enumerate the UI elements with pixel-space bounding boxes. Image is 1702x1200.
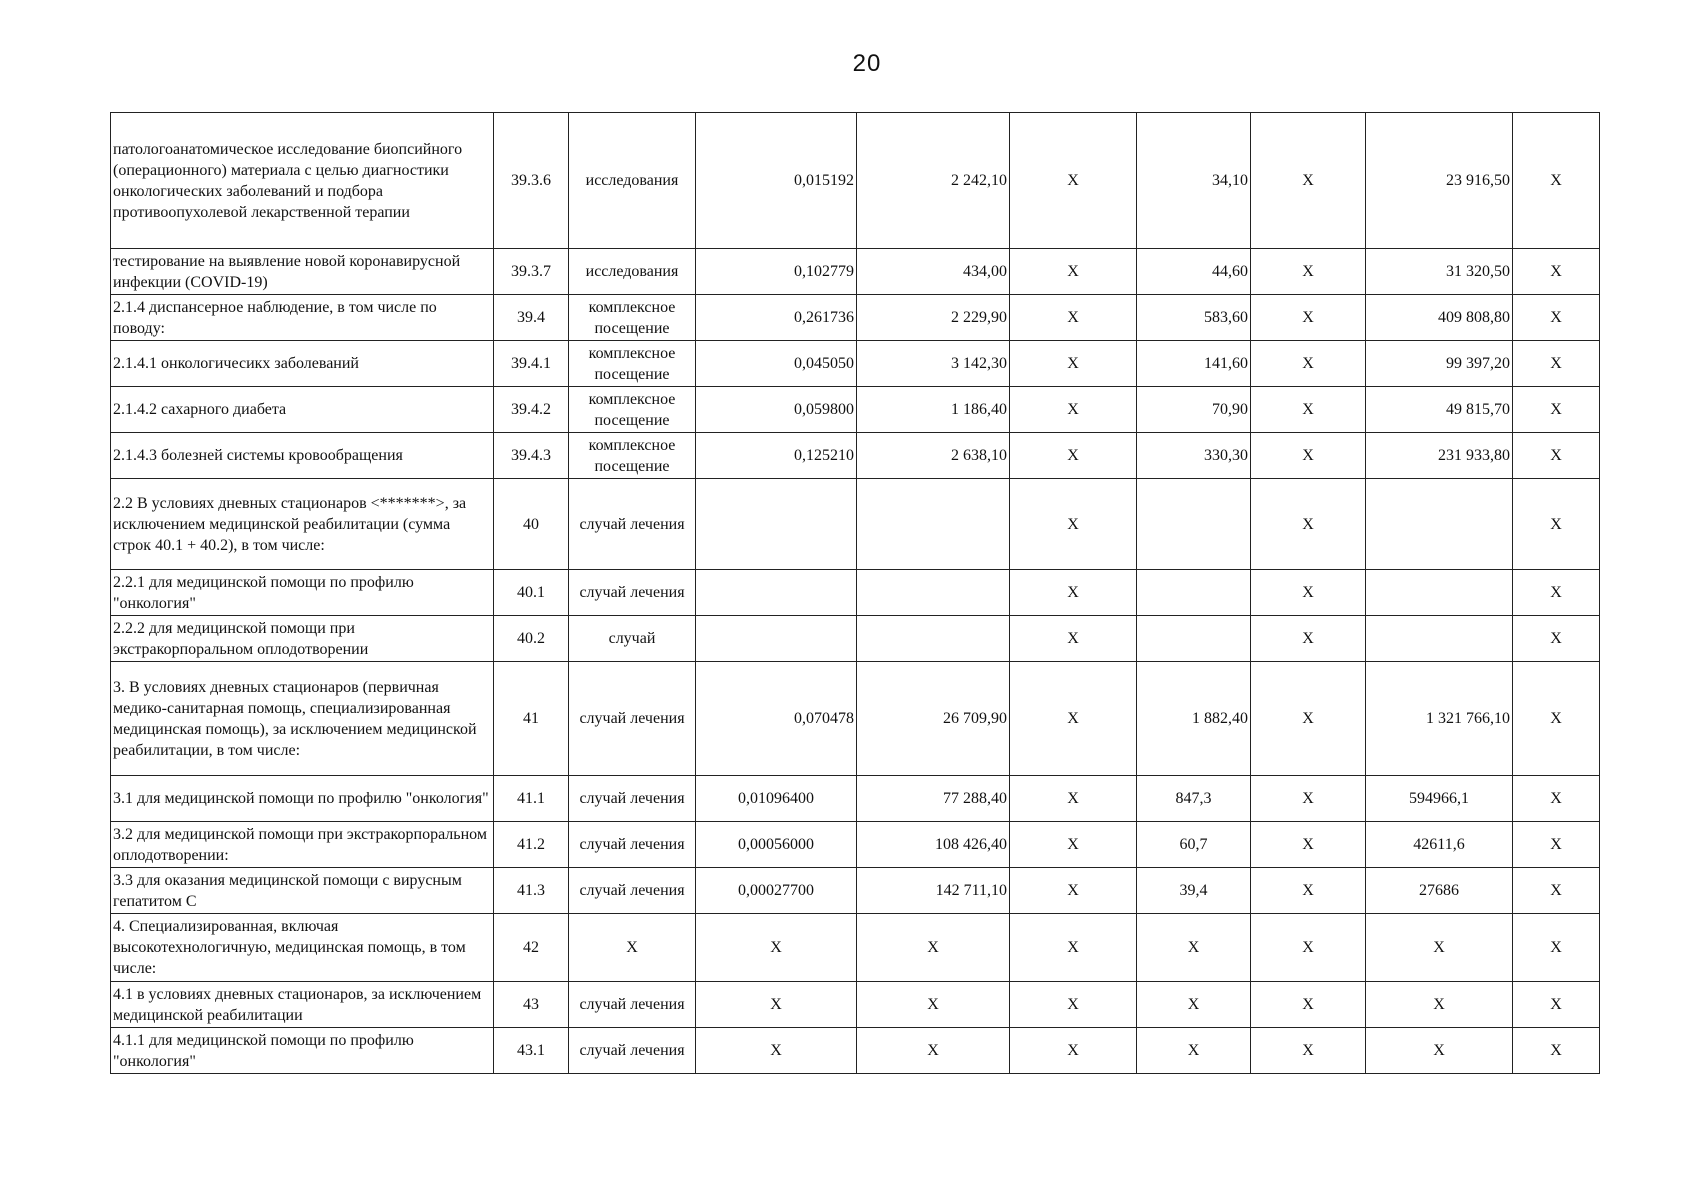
- budget-total-cell: X: [1251, 341, 1366, 387]
- table-row: [111, 479, 1600, 570]
- oms-per-capita-cell: 39,4: [1137, 868, 1251, 914]
- row-number-cell: 42: [494, 914, 569, 982]
- oms-total-cell: 409 808,80: [1366, 295, 1513, 341]
- oms-per-capita-cell: [1137, 479, 1251, 570]
- indicator-name-cell: 4. Специализированная, включая высокотехнологичную, медицинская помощь, в том числе:: [111, 914, 494, 982]
- cost-norm-cell: 2 638,10: [857, 433, 1010, 479]
- volume-norm-cell: 0,00056000: [696, 822, 857, 868]
- indicator-name-cell: 3.2 для медицинской помощи при экстракорпоральном оплодотворении:: [111, 822, 494, 868]
- cost-norm-cell: 108 426,40: [857, 822, 1010, 868]
- budget-per-capita-cell: X: [1010, 433, 1137, 479]
- row-number-cell: 43: [494, 982, 569, 1028]
- volume-norm-cell: 0,070478: [696, 662, 857, 776]
- unit-cell: случай лечения: [569, 1028, 696, 1074]
- row-number-cell: 43.1: [494, 1028, 569, 1074]
- oms-total-cell: [1366, 479, 1513, 570]
- oms-per-capita-cell: X: [1137, 914, 1251, 982]
- share-cell: X: [1513, 570, 1600, 616]
- budget-total-cell: X: [1251, 914, 1366, 982]
- share-cell: X: [1513, 249, 1600, 295]
- table-row: [111, 776, 1600, 822]
- share-cell: X: [1513, 113, 1600, 249]
- indicator-name-cell: тестирование на выявление новой коронавирусной инфекции (COVID-19): [111, 249, 494, 295]
- volume-norm-cell: X: [696, 982, 857, 1028]
- cost-norm-cell: X: [857, 982, 1010, 1028]
- volume-norm-cell: 0,059800: [696, 387, 857, 433]
- row-number-cell: 41.3: [494, 868, 569, 914]
- budget-total-cell: X: [1251, 868, 1366, 914]
- unit-cell: случай лечения: [569, 776, 696, 822]
- budget-per-capita-cell: X: [1010, 1028, 1137, 1074]
- row-number-cell: 39.4: [494, 295, 569, 341]
- table-row: [111, 822, 1600, 868]
- oms-total-cell: 23 916,50: [1366, 113, 1513, 249]
- share-cell: X: [1513, 479, 1600, 570]
- cost-norm-cell: 434,00: [857, 249, 1010, 295]
- volume-cost-table: [110, 112, 1600, 1074]
- volume-norm-cell: 0,045050: [696, 341, 857, 387]
- volume-norm-cell: [696, 570, 857, 616]
- share-cell: X: [1513, 776, 1600, 822]
- table-row: [111, 982, 1600, 1028]
- table-row: [111, 113, 1600, 249]
- budget-total-cell: X: [1251, 662, 1366, 776]
- indicator-name-cell: 2.1.4.1 онкологичесикх заболеваний: [111, 341, 494, 387]
- volume-norm-cell: [696, 479, 857, 570]
- budget-per-capita-cell: X: [1010, 479, 1137, 570]
- oms-total-cell: 31 320,50: [1366, 249, 1513, 295]
- budget-per-capita-cell: X: [1010, 616, 1137, 662]
- budget-total-cell: X: [1251, 249, 1366, 295]
- budget-per-capita-cell: X: [1010, 776, 1137, 822]
- row-number-cell: 39.4.2: [494, 387, 569, 433]
- row-number-cell: 40.1: [494, 570, 569, 616]
- oms-per-capita-cell: 1 882,40: [1137, 662, 1251, 776]
- share-cell: X: [1513, 914, 1600, 982]
- row-number-cell: 41: [494, 662, 569, 776]
- budget-per-capita-cell: X: [1010, 570, 1137, 616]
- cost-norm-cell: 2 229,90: [857, 295, 1010, 341]
- oms-total-cell: 594966,1: [1366, 776, 1513, 822]
- oms-per-capita-cell: 330,30: [1137, 433, 1251, 479]
- table-body: [111, 113, 1600, 1074]
- oms-per-capita-cell: 60,7: [1137, 822, 1251, 868]
- budget-total-cell: X: [1251, 822, 1366, 868]
- budget-per-capita-cell: X: [1010, 341, 1137, 387]
- row-number-cell: 41.1: [494, 776, 569, 822]
- oms-total-cell: 231 933,80: [1366, 433, 1513, 479]
- unit-cell: комплексное посещение: [569, 387, 696, 433]
- row-number-cell: 39.4.3: [494, 433, 569, 479]
- budget-per-capita-cell: X: [1010, 822, 1137, 868]
- unit-cell: случай лечения: [569, 822, 696, 868]
- unit-cell: случай лечения: [569, 982, 696, 1028]
- cost-norm-cell: 77 288,40: [857, 776, 1010, 822]
- cost-norm-cell: [857, 616, 1010, 662]
- oms-total-cell: 27686: [1366, 868, 1513, 914]
- indicator-name-cell: 2.2.1 для медицинской помощи по профилю "онкология": [111, 570, 494, 616]
- oms-total-cell: [1366, 616, 1513, 662]
- indicator-name-cell: 2.1.4 диспансерное наблюдение, в том числе по поводу:: [111, 295, 494, 341]
- oms-per-capita-cell: 141,60: [1137, 341, 1251, 387]
- oms-total-cell: X: [1366, 1028, 1513, 1074]
- oms-total-cell: [1366, 570, 1513, 616]
- budget-per-capita-cell: X: [1010, 868, 1137, 914]
- unit-cell: комплексное посещение: [569, 295, 696, 341]
- volume-norm-cell: X: [696, 1028, 857, 1074]
- oms-per-capita-cell: X: [1137, 1028, 1251, 1074]
- row-number-cell: 39.3.7: [494, 249, 569, 295]
- budget-total-cell: X: [1251, 776, 1366, 822]
- row-number-cell: 40: [494, 479, 569, 570]
- oms-per-capita-cell: 583,60: [1137, 295, 1251, 341]
- budget-total-cell: X: [1251, 616, 1366, 662]
- cost-norm-cell: 2 242,10: [857, 113, 1010, 249]
- oms-total-cell: 99 397,20: [1366, 341, 1513, 387]
- row-number-cell: 39.3.6: [494, 113, 569, 249]
- budget-per-capita-cell: X: [1010, 249, 1137, 295]
- oms-per-capita-cell: 70,90: [1137, 387, 1251, 433]
- volume-norm-cell: 0,125210: [696, 433, 857, 479]
- table-row: [111, 616, 1600, 662]
- share-cell: X: [1513, 295, 1600, 341]
- indicator-name-cell: 2.2 В условиях дневных стационаров <*******>, за исключением медицинской реабилитации (сумма строк 40.1 + 40.2), в том числе:: [111, 479, 494, 570]
- unit-cell: случай лечения: [569, 662, 696, 776]
- share-cell: X: [1513, 868, 1600, 914]
- table-row: [111, 341, 1600, 387]
- cost-norm-cell: X: [857, 914, 1010, 982]
- budget-per-capita-cell: X: [1010, 113, 1137, 249]
- budget-total-cell: X: [1251, 113, 1366, 249]
- share-cell: X: [1513, 387, 1600, 433]
- cost-norm-cell: 142 711,10: [857, 868, 1010, 914]
- page-number: 20: [852, 50, 882, 77]
- row-number-cell: 39.4.1: [494, 341, 569, 387]
- cost-norm-cell: [857, 570, 1010, 616]
- oms-total-cell: 1 321 766,10: [1366, 662, 1513, 776]
- unit-cell: случай лечения: [569, 868, 696, 914]
- unit-cell: исследования: [569, 249, 696, 295]
- volume-norm-cell: 0,015192: [696, 113, 857, 249]
- budget-total-cell: X: [1251, 1028, 1366, 1074]
- share-cell: X: [1513, 662, 1600, 776]
- oms-per-capita-cell: [1137, 570, 1251, 616]
- budget-total-cell: X: [1251, 570, 1366, 616]
- indicator-name-cell: 2.1.4.2 сахарного диабета: [111, 387, 494, 433]
- indicator-name-cell: 3.3 для оказания медицинской помощи с вирусным гепатитом С: [111, 868, 494, 914]
- indicator-name-cell: 4.1 в условиях дневных стационаров, за исключением медицинской реабилитации: [111, 982, 494, 1028]
- indicator-name-cell: 3. В условиях дневных стационаров (первичная медико-санитарная помощь, специализированная медицинская помощь), за исключением медицинской реабилитации, в том числе:: [111, 662, 494, 776]
- table-row: [111, 868, 1600, 914]
- table-row: [111, 433, 1600, 479]
- budget-per-capita-cell: X: [1010, 914, 1137, 982]
- budget-per-capita-cell: X: [1010, 662, 1137, 776]
- budget-total-cell: X: [1251, 295, 1366, 341]
- indicator-name-cell: 2.2.2 для медицинской помощи при экстракорпоральном оплодотворении: [111, 616, 494, 662]
- unit-cell: случай лечения: [569, 570, 696, 616]
- table-row: [111, 914, 1600, 982]
- row-number-cell: 40.2: [494, 616, 569, 662]
- share-cell: X: [1513, 616, 1600, 662]
- volume-norm-cell: 0,00027700: [696, 868, 857, 914]
- oms-total-cell: 49 815,70: [1366, 387, 1513, 433]
- volume-norm-cell: 0,102779: [696, 249, 857, 295]
- cost-norm-cell: X: [857, 1028, 1010, 1074]
- budget-per-capita-cell: X: [1010, 982, 1137, 1028]
- share-cell: X: [1513, 1028, 1600, 1074]
- cost-norm-cell: 26 709,90: [857, 662, 1010, 776]
- budget-total-cell: X: [1251, 982, 1366, 1028]
- share-cell: X: [1513, 341, 1600, 387]
- share-cell: X: [1513, 982, 1600, 1028]
- table-row: [111, 1028, 1600, 1074]
- budget-total-cell: X: [1251, 387, 1366, 433]
- unit-cell: исследования: [569, 113, 696, 249]
- table-row: [111, 570, 1600, 616]
- table-row: [111, 662, 1600, 776]
- table-row: [111, 387, 1600, 433]
- volume-norm-cell: X: [696, 914, 857, 982]
- table-row: [111, 295, 1600, 341]
- budget-total-cell: X: [1251, 433, 1366, 479]
- unit-cell: случай: [569, 616, 696, 662]
- volume-norm-cell: 0,01096400: [696, 776, 857, 822]
- oms-per-capita-cell: X: [1137, 982, 1251, 1028]
- budget-total-cell: X: [1251, 479, 1366, 570]
- oms-total-cell: X: [1366, 982, 1513, 1028]
- row-number-cell: 41.2: [494, 822, 569, 868]
- share-cell: X: [1513, 822, 1600, 868]
- unit-cell: X: [569, 914, 696, 982]
- unit-cell: комплексное посещение: [569, 341, 696, 387]
- cost-norm-cell: 3 142,30: [857, 341, 1010, 387]
- indicator-name-cell: 4.1.1 для медицинской помощи по профилю "онкология": [111, 1028, 494, 1074]
- indicator-name-cell: 3.1 для медицинской помощи по профилю "онкология": [111, 776, 494, 822]
- volume-norm-cell: [696, 616, 857, 662]
- unit-cell: случай лечения: [569, 479, 696, 570]
- oms-per-capita-cell: 34,10: [1137, 113, 1251, 249]
- cost-norm-cell: [857, 479, 1010, 570]
- oms-total-cell: 42611,6: [1366, 822, 1513, 868]
- share-cell: X: [1513, 433, 1600, 479]
- indicator-name-cell: 2.1.4.3 болезней системы кровообращения: [111, 433, 494, 479]
- oms-per-capita-cell: 847,3: [1137, 776, 1251, 822]
- unit-cell: комплексное посещение: [569, 433, 696, 479]
- indicator-name-cell: патологоанатомическое исследование биопсийного (операционного) материала с целью диагностики онкологических заболеваний и подбора противоопухолевой лекарственной терапии: [111, 113, 494, 249]
- budget-per-capita-cell: X: [1010, 387, 1137, 433]
- budget-per-capita-cell: X: [1010, 295, 1137, 341]
- oms-per-capita-cell: 44,60: [1137, 249, 1251, 295]
- volume-norm-cell: 0,261736: [696, 295, 857, 341]
- oms-per-capita-cell: [1137, 616, 1251, 662]
- oms-total-cell: X: [1366, 914, 1513, 982]
- table-row: [111, 249, 1600, 295]
- cost-norm-cell: 1 186,40: [857, 387, 1010, 433]
